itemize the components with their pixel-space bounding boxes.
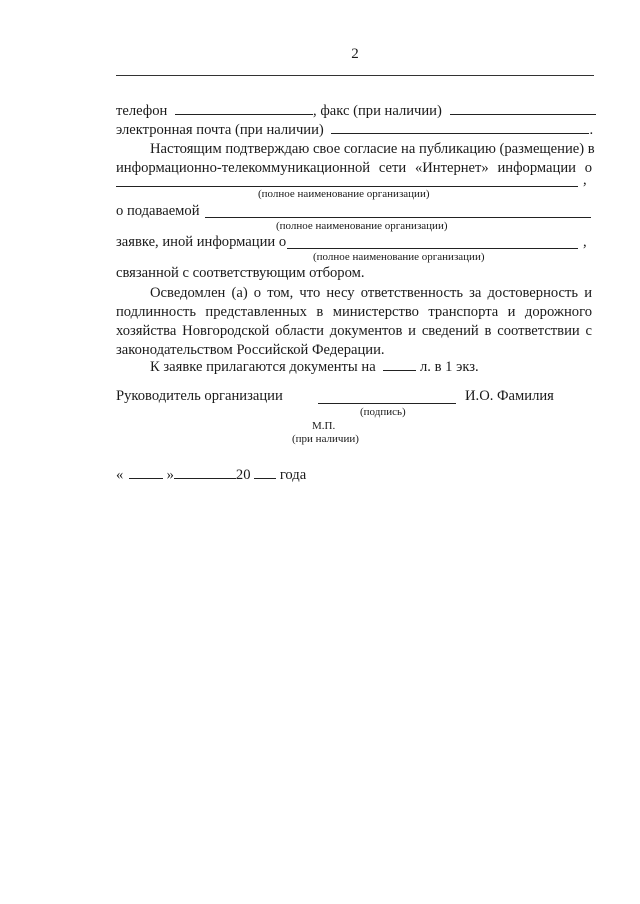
organization-caption: (полное наименование организации): [258, 188, 430, 200]
phone-label: телефон: [116, 102, 168, 119]
submitted-organization-field[interactable]: [205, 217, 591, 218]
organization-field[interactable]: [116, 186, 578, 187]
date-year-field[interactable]: [254, 464, 276, 479]
application-organization-field[interactable]: [287, 248, 578, 249]
application-organization-caption: (полное наименование организации): [313, 251, 485, 263]
attachments-suffix: л. в 1 экз.: [420, 358, 479, 375]
date-year-suffix: года: [279, 466, 307, 483]
organization-comma: ,: [583, 172, 587, 188]
email-field[interactable]: [331, 119, 589, 134]
consent-line-1: Настоящим подтверждаю свое согласие на публикацию (размещение) в: [150, 141, 595, 157]
submitted-organization-caption: (полное наименование организации): [276, 220, 448, 232]
related-text: связанной с соответствующим отбором.: [116, 265, 365, 281]
fax-field[interactable]: [450, 100, 596, 115]
date-line: [116, 464, 306, 484]
head-label: Руководитель организации: [116, 388, 283, 404]
attachments-text: К заявке прилагаются документы на: [150, 358, 376, 375]
attachments-sheets-field[interactable]: [383, 356, 416, 371]
phone-fax-line: [116, 100, 596, 120]
date-year-prefix: 20: [235, 466, 251, 483]
notice-line-3: хозяйства Новгородской области документов и сведений в соответствии с: [116, 323, 592, 339]
email-label: электронная почта (при наличии): [116, 121, 324, 138]
attachments-line: [150, 356, 479, 376]
date-month-field[interactable]: [174, 464, 236, 479]
head-name: И.О. Фамилия: [465, 388, 554, 404]
notice-line-2: подлинность представленных в министерство транспорта и дорожного: [116, 304, 592, 320]
phone-field[interactable]: [175, 100, 313, 115]
email-period: .: [589, 121, 594, 138]
date-close-quote: »: [166, 466, 174, 483]
date-open-quote: «: [116, 466, 124, 483]
signature-caption: (подпись): [360, 406, 406, 418]
stamp-label: М.П.: [312, 420, 336, 432]
signature-field[interactable]: [318, 403, 456, 404]
page-number: 2: [351, 46, 359, 62]
header-divider: [116, 75, 594, 76]
submitted-label: о подаваемой: [116, 203, 200, 219]
email-line: [116, 119, 593, 139]
notice-line-4: законодательством Российской Федерации.: [116, 342, 385, 358]
fax-label: , факс (при наличии): [313, 102, 442, 119]
stamp-caption: (при наличии): [292, 433, 359, 445]
application-label: заявке, иной информации о: [116, 234, 287, 250]
application-comma: ,: [583, 234, 587, 250]
notice-line-1: Осведомлен (а) о том, что несу ответственность за достоверность и: [150, 285, 592, 301]
date-day-field[interactable]: [129, 464, 163, 479]
consent-line-2: информационно-телекоммуникационной сети «Интернет» информации о: [116, 160, 592, 176]
